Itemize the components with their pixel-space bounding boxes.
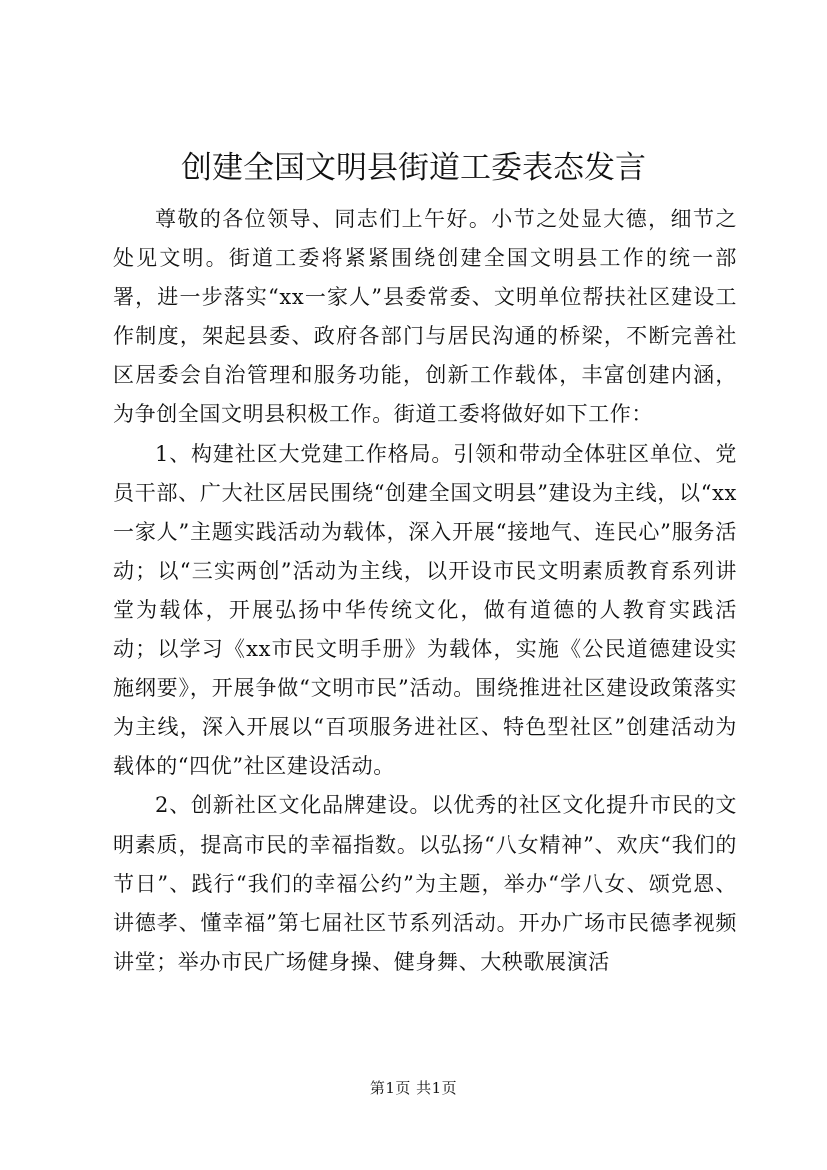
- paragraph-item-1: 1、构建社区大党建工作格局。引领和带动全体驻区单位、党员干部、广大社区居民围绕“创建全国文明县”建设为主线，以“xx一家人”主题实践活动为载体，深入开展“接地气、连民心”服务活动；以“三实两创”活动为主线，以开设市民文明素质教育系列讲堂为载体，开展弘扬中华传统文化，做有道德的人教育实践活动；以学习《xx市民文明手册》为载体，实施《公民道德建设实施纲要》，开展争做“文明市民”活动。围绕推进社区建设政策落实为主线，深入开展以“百项服务进社区、特色型社区”创建活动为载体的“四优”社区建设活动。: [113, 441, 737, 779]
- paragraph-intro: 尊敬的各位领导、同志们上午好。小节之处显大德，细节之处见文明。街道工委将紧紧围绕创建全国文明县工作的统一部署，进一步落实“xx一家人”县委常委、文明单位帮扶社区建设工作制度，架起县委、政府各部门与居民沟通的桥梁，不断完善社区居委会自治管理和服务功能，创新工作载体，丰富创建内涵，为争创全国文明县积极工作。街道工委将做好如下工作：: [113, 207, 737, 427]
- document-title: 创建全国文明县街道工委表态发言: [181, 150, 646, 186]
- page-footer: 第1页 共1页: [369, 1079, 458, 1097]
- document-body: [113, 200, 737, 982]
- paragraph-item-2: 2、创新社区文化品牌建设。以优秀的社区文化提升市民的文明素质，提高市民的幸福指数。以弘扬“八女精神”、欢庆“我们的节日”、践行“我们的幸福公约”为主题，举办“学八女、颂党恩、讲德孝、懂幸福”第七届社区节系列活动。开办广场市民德孝视频讲堂；举办市民广场健身操、健身舞、大秧歌展演活: [113, 793, 737, 974]
